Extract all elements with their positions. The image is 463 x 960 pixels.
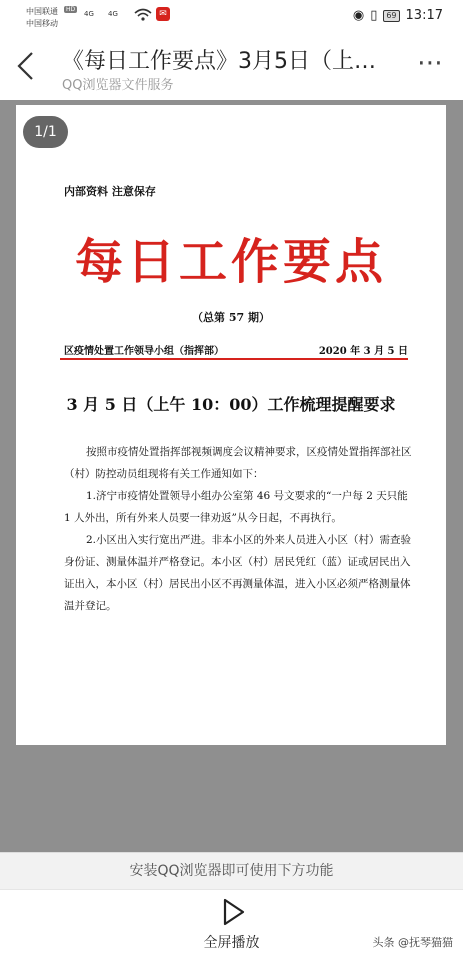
play-icon[interactable] [217, 896, 249, 928]
organization: 区疫情处置工作领导小组（指挥部） [64, 346, 224, 357]
app-notification-icon: ✉ [156, 7, 170, 21]
wifi-icon [134, 8, 152, 22]
back-button[interactable] [14, 50, 42, 82]
battery-icon: 69 [383, 10, 399, 22]
status-right [353, 8, 443, 23]
issue-number: （总第 57 期） [192, 311, 270, 324]
document-date: 2020 年 3 月 5 日 [318, 346, 408, 357]
watermark: 头条 @抚琴猫猫 [372, 936, 453, 949]
more-menu-button[interactable] [417, 48, 445, 78]
page-counter: 1/1 [23, 116, 68, 148]
carrier-2: 中国移动 [26, 19, 58, 28]
paragraph: 2.小区出入实行宽出严进。非本小区的外来人员进入小区（村）需查验身份证、测量体温并严格登记。本小区（村）居民凭红（蓝）证或居民出入证出入，本小区（村）居民出小区不再测量体温，进入小区必须严格测量体温并登记。 [64, 534, 412, 612]
fullscreen-play-button[interactable]: 全屏播放 [203, 935, 260, 951]
status-bar [0, 0, 463, 36]
document-viewer[interactable] [0, 100, 463, 852]
more-icon: ⋯ [417, 48, 445, 78]
header [0, 36, 463, 100]
signal-icon: 4G [84, 10, 94, 18]
page-title: 《每日工作要点》3月5日（上… [62, 49, 376, 74]
masthead: 每日工作要点 [74, 234, 387, 290]
red-divider [60, 358, 408, 360]
clock: 13:17 [405, 8, 443, 23]
eye-icon: ◉ [352, 8, 365, 23]
document-body [64, 441, 416, 617]
install-notice[interactable]: 安装QQ浏览器即可使用下方功能 [0, 852, 463, 890]
document-page [16, 105, 446, 745]
signal-icon-2: 4G [108, 10, 118, 18]
confidential-label: 内部资料 注意保存 [64, 185, 156, 198]
chevron-left-icon [14, 50, 36, 82]
paragraph: 1.济宁市疫情处置领导小组办公室第 46 号文要求的“一户每 2 天只能 1 人外出，所有外来人员要一律劝返”从今日起，不再执行。 [64, 490, 408, 524]
hd-badge: HD [66, 6, 76, 13]
paragraph: 按照市疫情处置指挥部视频调度会议精神要求，区疫情处置指挥部社区（村）防控动员组现将有关工作通知如下： [64, 446, 412, 480]
carrier-1: 中国联通 [26, 7, 58, 16]
page-subtitle: QQ浏览器文件服务 [62, 78, 174, 93]
vibrate-icon: ▯ [370, 8, 378, 23]
document-heading: 3 月 5 日（上午 10：00）工作梳理提醒要求 [66, 395, 396, 414]
